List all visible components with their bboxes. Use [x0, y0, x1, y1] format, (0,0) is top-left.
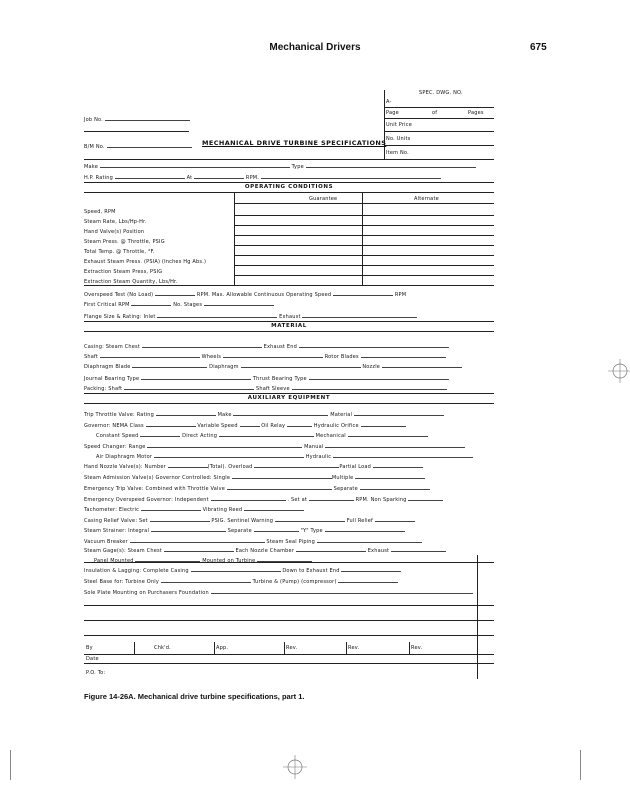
air-diaphragm-label: Air Diaphragm Motor Hydraulic	[96, 452, 473, 460]
crop-mark-right	[580, 750, 581, 780]
rev-label-3: Rev.	[411, 645, 423, 651]
constant-speed-label: Constant Speed Direct Acting Mechanical	[96, 431, 428, 439]
pages-label: Pages	[468, 110, 484, 116]
steam-admission-label: Steam Admission Valve(s) Governor Controlled: Single Multiple	[84, 473, 425, 481]
sole-plate-label: Sole Plate Mounting on Purchasers Foundation	[84, 588, 473, 596]
panel-mounted-label: Panel Mounted Mounted on Turbine	[94, 556, 312, 564]
hand-nozzle-label: Hand Nozzle Valve(s): Number (Total). Overload Partial Load	[84, 462, 423, 470]
speed-changer-label: Speed Changer: Range Manual	[84, 442, 465, 450]
crop-mark-left	[10, 750, 11, 780]
figure-caption: Figure 14-26A. Mechanical drive turbine specifications, part 1.	[84, 692, 305, 701]
make-label: Make Type	[84, 162, 476, 170]
steam-strainer-label: Steam Strainer: Integral Separate "Y" Type	[84, 526, 405, 534]
governor-label: Governor: NEMA Class Variable Speed Oil Relay Hydraulic Orifice	[84, 421, 406, 429]
of-label: of	[432, 110, 438, 116]
alternate-label: Alternate	[414, 196, 439, 202]
trip-throttle-label: Trip Throttle Valve: Rating Make Material	[84, 410, 444, 418]
op-row-speed: Speed, RPM	[84, 209, 116, 215]
no-units-label: No. Units	[386, 136, 411, 142]
packing-label: Packing: Shaft Shaft Sleeve	[84, 384, 447, 392]
by-label: By	[86, 645, 93, 651]
hp-rating-label: H.P. Rating At RPM.	[84, 173, 441, 181]
rev-label-2: Rev.	[348, 645, 360, 651]
op-row-total-temp: Total Temp. @ Throttle, °F.	[84, 249, 155, 255]
flange-label: Flange Size & Rating: Inlet Exhaust	[84, 312, 417, 320]
diaphragm-label: Diaphragm Blade Diaphragm Nozzle	[84, 362, 462, 370]
job-no-label: Job No.	[84, 115, 190, 123]
page-number: 675	[530, 42, 547, 53]
po-to-label: P.O. To:	[86, 670, 106, 676]
op-row-exhaust-press: Exhaust Steam Press. (PSIA) (Inches Hg Abs.)	[84, 259, 207, 265]
item-no-label: Item No.	[386, 150, 409, 156]
emergency-trip-label: Emergency Trip Valve: Combined with Throttle Valve Separate	[84, 484, 430, 492]
steam-gage-label: Steam Gage(s): Steam Chest Each Nozzle Chamber Exhaust	[84, 546, 446, 554]
op-row-steam-press: Steam Press. @ Throttle, PSIG	[84, 239, 165, 245]
casing-label: Casing: Steam Chest Exhaust End	[84, 342, 449, 350]
chkd-label: Chk'd.	[154, 645, 171, 651]
op-row-extraction-qty: Extraction Steam Quantity, Lbs/Hr.	[84, 279, 178, 285]
app-label: App.	[216, 645, 229, 651]
op-row-steam-rate: Steam Rate, Lbs/Hp-Hr.	[84, 219, 147, 225]
specification-form	[84, 90, 494, 680]
rev-label-1: Rev.	[286, 645, 298, 651]
insulation-label: Insulation & Lagging: Complete Casing Down to Exhaust End	[84, 566, 401, 574]
page-header-title: Mechanical Drivers	[269, 42, 361, 53]
op-row-extraction-press: Extraction Steam Press, PSIG	[84, 269, 163, 275]
tachometer-label: Tachometer: Electric Vibrating Reed	[84, 505, 304, 513]
casing-relief-label: Casing Relief Valve: Set PSIG. Sentinel Warning Full Relief	[84, 516, 415, 524]
op-row-hand-valve: Hand Valve(s) Position	[84, 229, 145, 235]
journal-label: Journal Bearing Type Thrust Bearing Type	[84, 374, 449, 382]
bm-no-label: B/M No.	[84, 142, 192, 150]
operating-conditions-heading: OPERATING CONDITIONS	[244, 184, 334, 190]
overspeed-label: Overspeed Test (No Load) RPM. Max. Allowable Continuous Operating Speed RPM	[84, 292, 407, 298]
vacuum-breaker-label: Vacuum Breaker Steam Seal Piping	[84, 537, 422, 545]
a-label: A-	[386, 99, 392, 105]
emergency-overspeed-label: Emergency Overspeed Governor: Independent . Set at RPM. Non Sparking	[84, 495, 443, 503]
registration-mark-right	[608, 359, 630, 383]
guarantee-label: Guarantee	[309, 196, 338, 202]
first-critical-label: First Critical RPM No. Stages	[84, 300, 274, 308]
form-title: MECHANICAL DRIVE TURBINE SPECIFICATIONS	[202, 139, 387, 147]
registration-mark-bottom	[283, 755, 307, 779]
steel-base-label: Steel Base for: Turbine Only Turbine & (Pump) (compressor)	[84, 577, 398, 585]
material-heading: MATERIAL	[271, 323, 307, 329]
page-label: Page	[386, 110, 399, 116]
spec-dwg-label: SPEC. DWG. NO.	[419, 90, 463, 96]
unit-price-label: Unit Price	[386, 122, 412, 128]
date-label: Date	[86, 656, 99, 662]
auxiliary-heading: AUXILIARY EQUIPMENT	[247, 395, 331, 401]
shaft-label: Shaft Wheels Rotor Blades	[84, 352, 446, 360]
